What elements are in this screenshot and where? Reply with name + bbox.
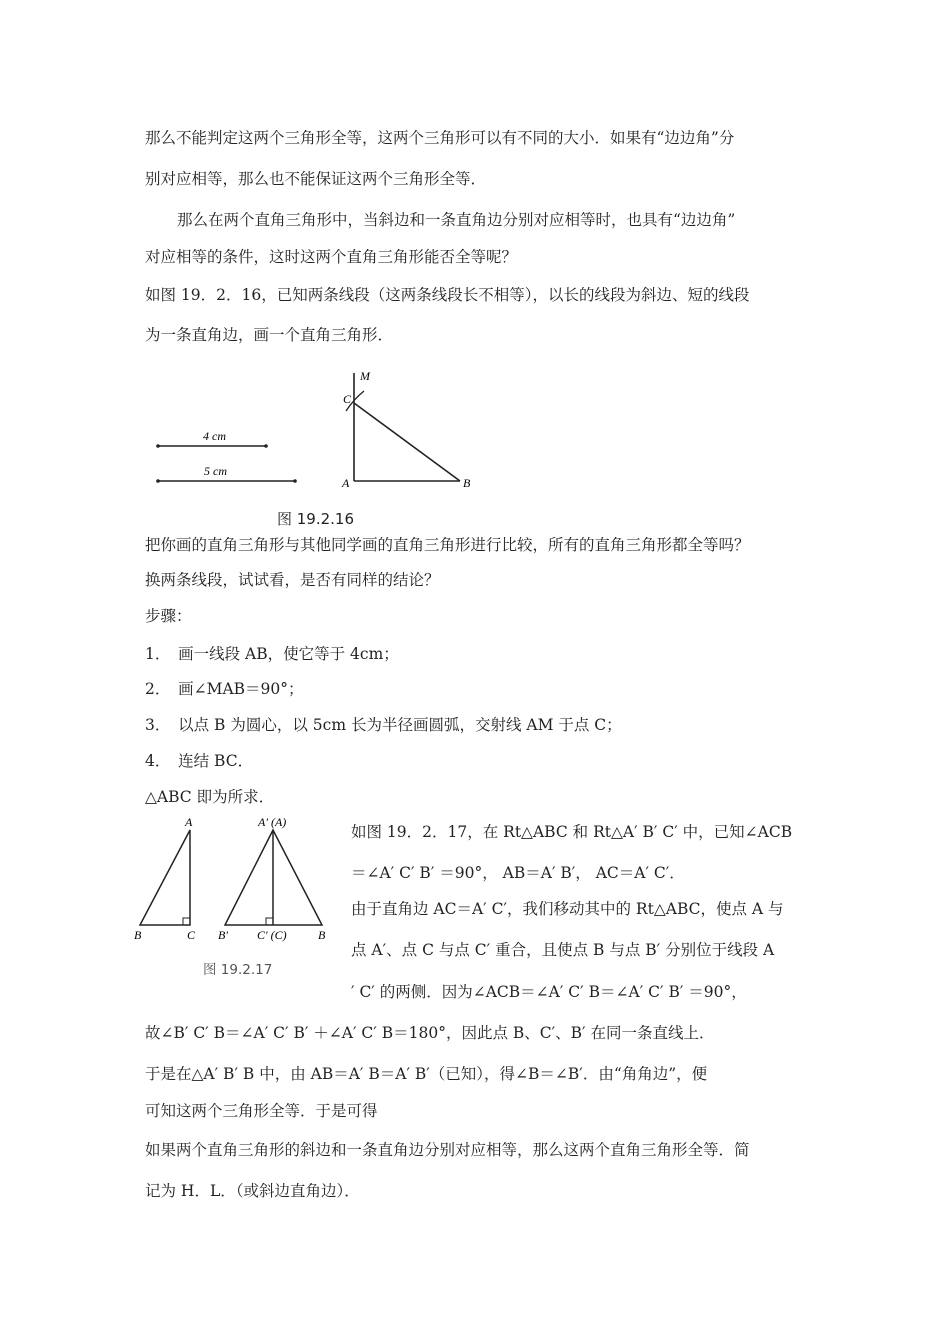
figure-19-2-16 xyxy=(150,363,490,498)
t1-point-b: B xyxy=(134,928,142,942)
segment-5cm-label: 5 cm xyxy=(204,464,227,478)
paragraph2-line1: 那么在两个直角三角形中，当斜边和一条直角边分别对应相等时，也具有“边边角” xyxy=(177,211,736,229)
paragraph5-line6: 故∠B′ C′ B＝∠A′ C′ B′ ＋∠A′ C′ B＝180°，因此点 B、C′、B′ 在同一条直线上． xyxy=(145,1024,715,1042)
point-a-label: A xyxy=(342,476,350,490)
t1-point-a: A xyxy=(185,815,193,829)
figure-19-2-17 xyxy=(130,812,340,947)
paragraph3-line2: 为一条直角边，画一个直角三角形． xyxy=(145,326,394,344)
paragraph5-line2: ＝∠A′ C′ B′ ＝90°， AB＝A′ B′， AC＝A′ C′． xyxy=(351,864,685,882)
paragraph1-line2: 别对应相等，那么也不能保证这两个三角形全等． xyxy=(145,170,487,188)
t1-point-c: C xyxy=(187,928,196,942)
segment-4cm xyxy=(156,444,268,448)
segment-4cm-label: 4 cm xyxy=(203,429,226,443)
steps-result: △ABC 即为所求． xyxy=(145,788,275,806)
segment-5cm xyxy=(156,479,297,483)
point-c-label: C xyxy=(343,392,352,406)
right-triangle-abc xyxy=(346,373,460,481)
paragraph3-line1: 如图 19．2．16，已知两条线段（这两条线段长不相等），以长的线段为斜边、短的线段 xyxy=(145,286,750,304)
figure-19-2-17-caption: 图 19.2.17 xyxy=(203,962,273,978)
triangle-abc xyxy=(140,830,190,925)
step-1: 1． 画一线段 AB，使它等于 4cm； xyxy=(145,645,399,663)
conclusion-line2: 记为 H．L．（或斜边直角边）． xyxy=(145,1182,360,1200)
step-3: 3． 以点 B 为圆心，以 5cm 长为半径画圆弧，交射线 AM 于点 C； xyxy=(145,716,622,734)
step-4: 4． 连结 BC． xyxy=(145,752,254,770)
point-b-label: B xyxy=(463,476,471,490)
t2-point-top: A′ (A) xyxy=(258,815,287,829)
paragraph4-line1: 把你画的直角三角形与其他同学画的直角三角形进行比较，所有的直角三角形都全等吗？ xyxy=(145,536,750,554)
step-2: 2． 画∠MAB＝90°； xyxy=(145,680,304,698)
paragraph1-line1: 那么不能判定这两个三角形全等，这两个三角形可以有不同的大小．如果有“边边角”分 xyxy=(145,129,735,147)
steps-title: 步骤： xyxy=(145,607,192,625)
t2-point-b-prime: B′ xyxy=(218,928,228,942)
paragraph5-line7: 于是在△A′ B′ B 中，由 AB＝A′ B＝A′ B′（已知），得∠B＝∠B′．由“角角边”，便 xyxy=(145,1065,708,1083)
paragraph5-line3: 由于直角边 AC＝A′ C′，我们移动其中的 Rt△ABC，使点 A 与 xyxy=(351,900,784,918)
t2-point-mid: C′ (C) xyxy=(257,928,287,942)
figure-19-2-16-caption: 图 19.2.16 xyxy=(277,510,355,528)
paragraph5-line4: 点 A′、点 C 与点 C′ 重合，且使点 B 与点 B′ 分别位于线段 A xyxy=(351,941,775,959)
triangle-abb-prime xyxy=(225,830,322,925)
paragraph5-line5: ′ C′ 的两侧．因为∠ACB＝∠A′ C′ B＝∠A′ C′ B′ ＝90°， xyxy=(351,983,747,1001)
paragraph5-line8: 可知这两个三角形全等．于是可得 xyxy=(145,1102,378,1120)
paragraph5-line1: 如图 19．2．17，在 Rt△ABC 和 Rt△A′ B′ C′ 中，已知∠ACB xyxy=(351,823,793,841)
paragraph2-line2: 对应相等的条件，这时这两个直角三角形能否全等呢？ xyxy=(145,248,518,266)
conclusion-line1: 如果两个直角三角形的斜边和一条直角边分别对应相等，那么这两个直角三角形全等．简 xyxy=(145,1141,750,1159)
paragraph4-line2: 换两条线段，试试看，是否有同样的结论？ xyxy=(145,571,440,589)
t2-point-b: B xyxy=(318,928,326,942)
point-m-label: M xyxy=(360,369,370,383)
